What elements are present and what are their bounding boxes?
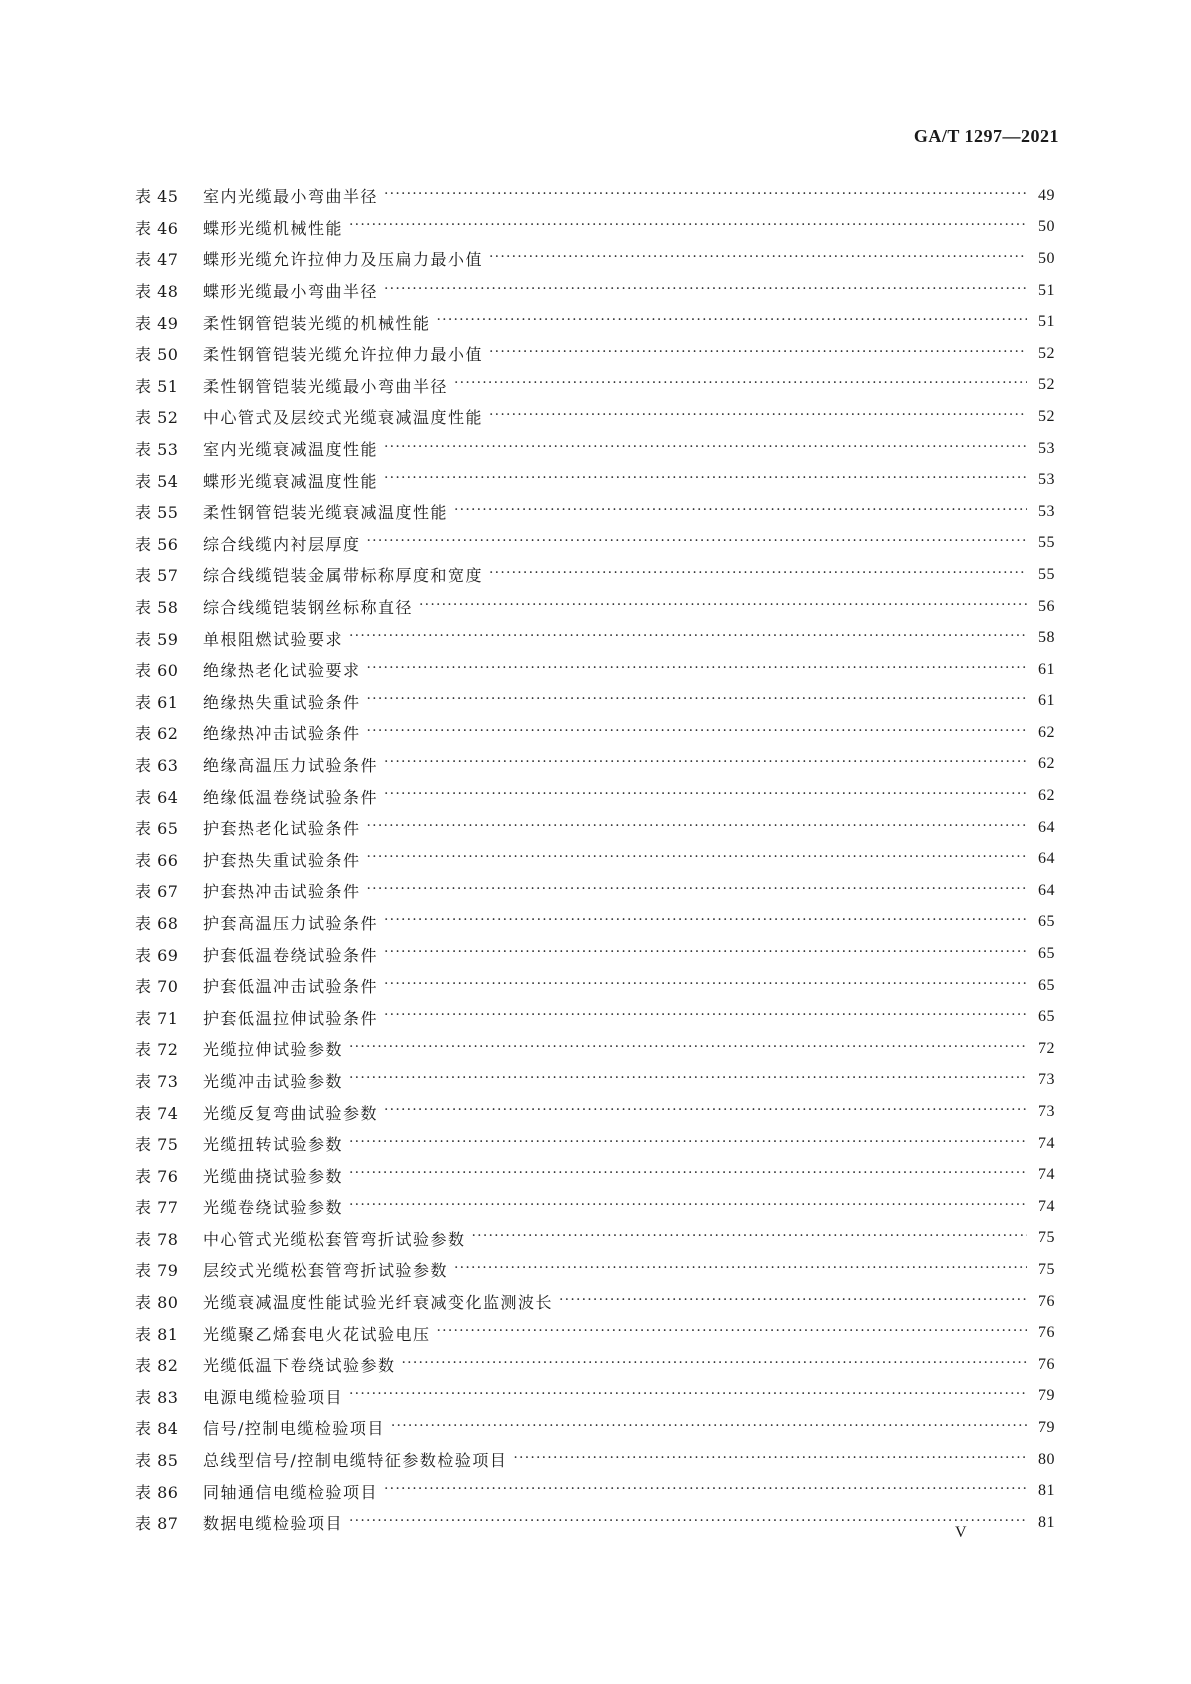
toc-entry[interactable] <box>135 243 1055 275</box>
toc-entry-label: 表 59 <box>135 629 179 649</box>
toc-entry-title: 中心管式光缆松套管弯折试验参数 <box>203 1229 466 1249</box>
toc-entry[interactable] <box>135 464 1055 496</box>
toc-dot-leader <box>384 755 1027 773</box>
toc-entry-label: 表 57 <box>135 566 179 586</box>
toc-entry[interactable] <box>135 1507 1055 1539</box>
toc-entry-title: 光缆聚乙烯套电火花试验电压 <box>203 1324 431 1344</box>
toc-entry-page: 80 <box>1038 1450 1055 1468</box>
toc-entry-label: 表 75 <box>135 1135 179 1155</box>
toc-entry-title: 层绞式光缆松套管弯折试验参数 <box>203 1261 449 1281</box>
toc-entry-label: 表 56 <box>135 534 179 554</box>
toc-dot-leader <box>384 1482 1027 1500</box>
toc-dot-leader <box>472 1229 1027 1247</box>
toc-entry[interactable] <box>135 370 1055 402</box>
toc-entry-title: 信号/控制电缆检验项目 <box>203 1419 385 1439</box>
toc-entry-page: 81 <box>1038 1482 1055 1500</box>
toc-entry-label: 表 46 <box>135 218 179 238</box>
toc-entry-page: 52 <box>1038 407 1055 425</box>
toc-dot-leader <box>384 187 1027 205</box>
toc-entry[interactable] <box>135 591 1055 623</box>
toc-entry-page: 65 <box>1038 913 1055 931</box>
toc-entry-title: 光缆曲挠试验参数 <box>203 1166 344 1186</box>
toc-entry-title: 柔性钢管铠装光缆的机械性能 <box>203 313 431 333</box>
toc-entry[interactable] <box>135 1317 1055 1349</box>
toc-entry-title: 护套低温冲击试验条件 <box>203 977 379 997</box>
toc-dot-leader <box>419 598 1027 616</box>
toc-entry-label: 表 85 <box>135 1451 179 1471</box>
toc-entry[interactable] <box>135 559 1055 591</box>
toc-entry-page: 76 <box>1038 1355 1055 1373</box>
toc-entry[interactable] <box>135 654 1055 686</box>
toc-dot-leader <box>349 1135 1027 1153</box>
page-number: V <box>955 1524 967 1541</box>
toc-entry-page: 75 <box>1038 1229 1055 1247</box>
toc-entry[interactable] <box>135 433 1055 465</box>
toc-dot-leader <box>384 913 1027 931</box>
toc-entry-page: 74 <box>1038 1134 1055 1152</box>
toc-entry-label: 表 51 <box>135 376 179 396</box>
toc-entry-page: 79 <box>1038 1387 1055 1405</box>
toc-entry-title: 光缆衰减温度性能试验光纤衰减变化监测波长 <box>203 1293 554 1313</box>
toc-entry-title: 光缆拉伸试验参数 <box>203 1040 344 1060</box>
toc-entry[interactable] <box>135 1349 1055 1381</box>
toc-entry-title: 绝缘高温压力试验条件 <box>203 755 379 775</box>
toc-entry-label: 表 70 <box>135 977 179 997</box>
toc-entry-label: 表 79 <box>135 1261 179 1281</box>
toc-entry-title: 数据电缆检验项目 <box>203 1514 344 1534</box>
toc-entry-title: 绝缘热老化试验要求 <box>203 661 361 681</box>
toc-dot-leader <box>367 692 1027 710</box>
toc-dot-leader <box>349 1166 1027 1184</box>
toc-dot-leader <box>489 250 1027 268</box>
toc-entry-page: 65 <box>1038 945 1055 963</box>
toc-entry-page: 50 <box>1038 249 1055 267</box>
toc-entry[interactable] <box>135 1159 1055 1191</box>
toc-dot-leader <box>349 1514 1027 1532</box>
toc-entry-label: 表 67 <box>135 882 179 902</box>
toc-entry-label: 表 61 <box>135 692 179 712</box>
toc-entry-title: 综合线缆铠装金属带标称厚度和宽度 <box>203 566 484 586</box>
toc-entry-page: 55 <box>1038 534 1055 552</box>
toc-dot-leader <box>349 1040 1027 1058</box>
toc-entry[interactable] <box>135 1223 1055 1255</box>
toc-entry-label: 表 74 <box>135 1103 179 1123</box>
toc-dot-leader <box>454 1261 1027 1279</box>
toc-entry-label: 表 69 <box>135 945 179 965</box>
toc-entry[interactable] <box>135 1475 1055 1507</box>
toc-entry-page: 62 <box>1038 787 1055 805</box>
toc-entry-title: 光缆卷绕试验参数 <box>203 1198 344 1218</box>
toc-entry-label: 表 54 <box>135 471 179 491</box>
toc-entry-title: 室内光缆最小弯曲半径 <box>203 187 379 207</box>
toc-dot-leader <box>349 629 1027 647</box>
toc-entry-title: 蝶形光缆衰减温度性能 <box>203 471 379 491</box>
toc-entry[interactable] <box>135 1381 1055 1413</box>
toc-entry-title: 柔性钢管铠装光缆衰减温度性能 <box>203 503 449 523</box>
toc-dot-leader <box>384 1008 1027 1026</box>
toc-entry[interactable] <box>135 875 1055 907</box>
toc-entry-page: 61 <box>1038 692 1055 710</box>
toc-entry-label: 表 52 <box>135 408 179 428</box>
toc-entry-title: 光缆扭转试验参数 <box>203 1135 344 1155</box>
toc-dot-leader <box>384 282 1027 300</box>
toc-entry-label: 表 71 <box>135 1008 179 1028</box>
toc-entry-label: 表 82 <box>135 1356 179 1376</box>
toc-entry-page: 73 <box>1038 1071 1055 1089</box>
toc-entry-title: 绝缘热冲击试验条件 <box>203 724 361 744</box>
toc-entry-label: 表 83 <box>135 1387 179 1407</box>
toc-entry-label: 表 87 <box>135 1514 179 1534</box>
toc-entry-page: 74 <box>1038 1166 1055 1184</box>
toc-dot-leader <box>367 882 1027 900</box>
toc-entry[interactable] <box>135 401 1055 433</box>
toc-entry[interactable] <box>135 275 1055 307</box>
toc-entry-title: 光缆冲击试验参数 <box>203 1071 344 1091</box>
toc-entry[interactable] <box>135 622 1055 654</box>
toc-entry-label: 表 47 <box>135 250 179 270</box>
toc-entry-page: 62 <box>1038 723 1055 741</box>
toc-entry-page: 52 <box>1038 344 1055 362</box>
toc-entry-page: 64 <box>1038 850 1055 868</box>
toc-entry[interactable] <box>135 780 1055 812</box>
toc-entry[interactable] <box>135 1033 1055 1065</box>
toc-entry-label: 表 80 <box>135 1293 179 1313</box>
toc-entry-page: 58 <box>1038 629 1055 647</box>
toc-entry-title: 综合线缆铠装钢丝标称直径 <box>203 598 414 618</box>
toc-entry-title: 蝶形光缆机械性能 <box>203 218 344 238</box>
toc-entry[interactable] <box>135 907 1055 939</box>
toc-entry[interactable] <box>135 749 1055 781</box>
toc-dot-leader <box>402 1356 1027 1374</box>
toc-dot-leader <box>513 1451 1027 1469</box>
toc-entry-label: 表 53 <box>135 440 179 460</box>
toc-dot-leader <box>384 1103 1027 1121</box>
toc-entry-page: 75 <box>1038 1260 1055 1278</box>
toc-entry-title: 单根阻燃试验要求 <box>203 629 344 649</box>
toc-entry-title: 总线型信号/控制电缆特征参数检验项目 <box>203 1451 508 1471</box>
toc-dot-leader <box>349 1198 1027 1216</box>
toc-entry-label: 表 50 <box>135 345 179 365</box>
toc-entry[interactable] <box>135 180 1055 212</box>
toc-entry-label: 表 73 <box>135 1071 179 1091</box>
toc-entry-page: 49 <box>1038 186 1055 204</box>
toc-dot-leader <box>349 218 1027 236</box>
toc-dot-leader <box>489 345 1027 363</box>
toc-entry-title: 柔性钢管铠装光缆最小弯曲半径 <box>203 376 449 396</box>
toc-entry[interactable] <box>135 938 1055 970</box>
toc-entry[interactable] <box>135 686 1055 718</box>
toc-dot-leader <box>367 661 1027 679</box>
toc-dot-leader <box>384 977 1027 995</box>
toc-entry-page: 74 <box>1038 1197 1055 1215</box>
toc-entry[interactable] <box>135 212 1055 244</box>
toc-entry[interactable] <box>135 843 1055 875</box>
toc-entry-label: 表 63 <box>135 755 179 775</box>
toc-entry-page: 61 <box>1038 660 1055 678</box>
toc-dot-leader <box>559 1293 1027 1311</box>
document-code: GA/T 1297—2021 <box>913 126 1059 146</box>
toc-dot-leader <box>367 819 1027 837</box>
toc-entry-label: 表 48 <box>135 282 179 302</box>
toc-entry[interactable] <box>135 812 1055 844</box>
toc-entry[interactable] <box>135 1096 1055 1128</box>
toc-dot-leader <box>437 1324 1027 1342</box>
toc-dot-leader <box>454 376 1027 394</box>
toc-entry-title: 护套热失重试验条件 <box>203 850 361 870</box>
toc-entry-title: 电源电缆检验项目 <box>203 1387 344 1407</box>
toc-dot-leader <box>454 503 1027 521</box>
toc-entry-page: 51 <box>1038 313 1055 331</box>
toc-entry[interactable] <box>135 338 1055 370</box>
toc-entry-label: 表 77 <box>135 1198 179 1218</box>
toc-dot-leader <box>367 534 1027 552</box>
toc-entry-title: 护套高温压力试验条件 <box>203 913 379 933</box>
toc-entry-label: 表 60 <box>135 661 179 681</box>
toc-entry-page: 51 <box>1038 281 1055 299</box>
toc-entry-title: 同轴通信电缆检验项目 <box>203 1482 379 1502</box>
toc-entry-page: 53 <box>1038 502 1055 520</box>
toc-entry[interactable] <box>135 970 1055 1002</box>
toc-entry-label: 表 66 <box>135 850 179 870</box>
toc-entry-label: 表 86 <box>135 1482 179 1502</box>
toc-entry-label: 表 49 <box>135 313 179 333</box>
toc-entry-page: 56 <box>1038 597 1055 615</box>
toc-entry[interactable] <box>135 1191 1055 1223</box>
toc-entry-page: 50 <box>1038 218 1055 236</box>
toc-dot-leader <box>384 945 1027 963</box>
toc-entry[interactable] <box>135 496 1055 528</box>
toc-entry-page: 76 <box>1038 1292 1055 1310</box>
toc-entry[interactable] <box>135 1065 1055 1097</box>
toc-entry[interactable] <box>135 1286 1055 1318</box>
toc-dot-leader <box>384 440 1027 458</box>
toc-entry-title: 护套低温卷绕试验条件 <box>203 945 379 965</box>
toc-entry-title: 绝缘热失重试验条件 <box>203 692 361 712</box>
toc-entry-label: 表 76 <box>135 1166 179 1186</box>
toc-entry-title: 综合线缆内衬层厚度 <box>203 534 361 554</box>
table-of-contents-list <box>135 180 1055 1539</box>
toc-entry-page: 65 <box>1038 976 1055 994</box>
toc-dot-leader <box>367 850 1027 868</box>
toc-entry-label: 表 78 <box>135 1229 179 1249</box>
toc-entry-title: 柔性钢管铠装光缆允许拉伸力最小值 <box>203 345 484 365</box>
toc-entry-title: 光缆反复弯曲试验参数 <box>203 1103 379 1123</box>
toc-entry-title: 中心管式及层绞式光缆衰减温度性能 <box>203 408 484 428</box>
toc-entry-page: 76 <box>1038 1324 1055 1342</box>
toc-entry-page: 53 <box>1038 439 1055 457</box>
toc-dot-leader <box>384 471 1027 489</box>
toc-dot-leader <box>384 787 1027 805</box>
toc-dot-leader <box>349 1071 1027 1089</box>
toc-entry-page: 64 <box>1038 818 1055 836</box>
toc-entry-page: 72 <box>1038 1039 1055 1057</box>
toc-entry-page: 53 <box>1038 471 1055 489</box>
toc-dot-leader <box>349 1387 1027 1405</box>
toc-entry[interactable] <box>135 306 1055 338</box>
toc-entry-title: 蝶形光缆最小弯曲半径 <box>203 282 379 302</box>
toc-entry-page: 64 <box>1038 881 1055 899</box>
toc-entry-label: 表 81 <box>135 1324 179 1344</box>
toc-entry-label: 表 45 <box>135 187 179 207</box>
toc-entry[interactable] <box>135 1444 1055 1476</box>
toc-entry[interactable] <box>135 1001 1055 1033</box>
toc-dot-leader <box>437 313 1027 331</box>
toc-entry[interactable] <box>135 1412 1055 1444</box>
toc-entry-label: 表 84 <box>135 1419 179 1439</box>
toc-entry-label: 表 64 <box>135 787 179 807</box>
toc-entry-title: 绝缘低温卷绕试验条件 <box>203 787 379 807</box>
toc-dot-leader <box>489 408 1027 426</box>
toc-entry-page: 79 <box>1038 1418 1055 1436</box>
toc-entry[interactable] <box>135 1254 1055 1286</box>
toc-dot-leader <box>391 1419 1027 1437</box>
toc-entry-label: 表 68 <box>135 913 179 933</box>
toc-entry[interactable] <box>135 717 1055 749</box>
toc-dot-leader <box>367 724 1027 742</box>
toc-entry[interactable] <box>135 1128 1055 1160</box>
toc-entry-title: 护套低温拉伸试验条件 <box>203 1008 379 1028</box>
toc-entry-title: 蝶形光缆允许拉伸力及压扁力最小值 <box>203 250 484 270</box>
toc-entry-page: 62 <box>1038 755 1055 773</box>
toc-entry-label: 表 55 <box>135 503 179 523</box>
toc-entry-page: 55 <box>1038 565 1055 583</box>
toc-entry-label: 表 58 <box>135 598 179 618</box>
toc-entry-title: 护套热冲击试验条件 <box>203 882 361 902</box>
toc-entry-label: 表 62 <box>135 724 179 744</box>
toc-entry-title: 室内光缆衰减温度性能 <box>203 440 379 460</box>
toc-entry-page: 81 <box>1038 1513 1055 1531</box>
toc-entry-title: 护套热老化试验条件 <box>203 819 361 839</box>
toc-entry-label: 表 65 <box>135 819 179 839</box>
toc-entry-title: 光缆低温下卷绕试验参数 <box>203 1356 396 1376</box>
toc-entry-page: 65 <box>1038 1008 1055 1026</box>
toc-dot-leader <box>489 566 1027 584</box>
toc-entry-label: 表 72 <box>135 1040 179 1060</box>
toc-entry-page: 73 <box>1038 1103 1055 1121</box>
toc-entry[interactable] <box>135 528 1055 560</box>
toc-entry-page: 52 <box>1038 376 1055 394</box>
